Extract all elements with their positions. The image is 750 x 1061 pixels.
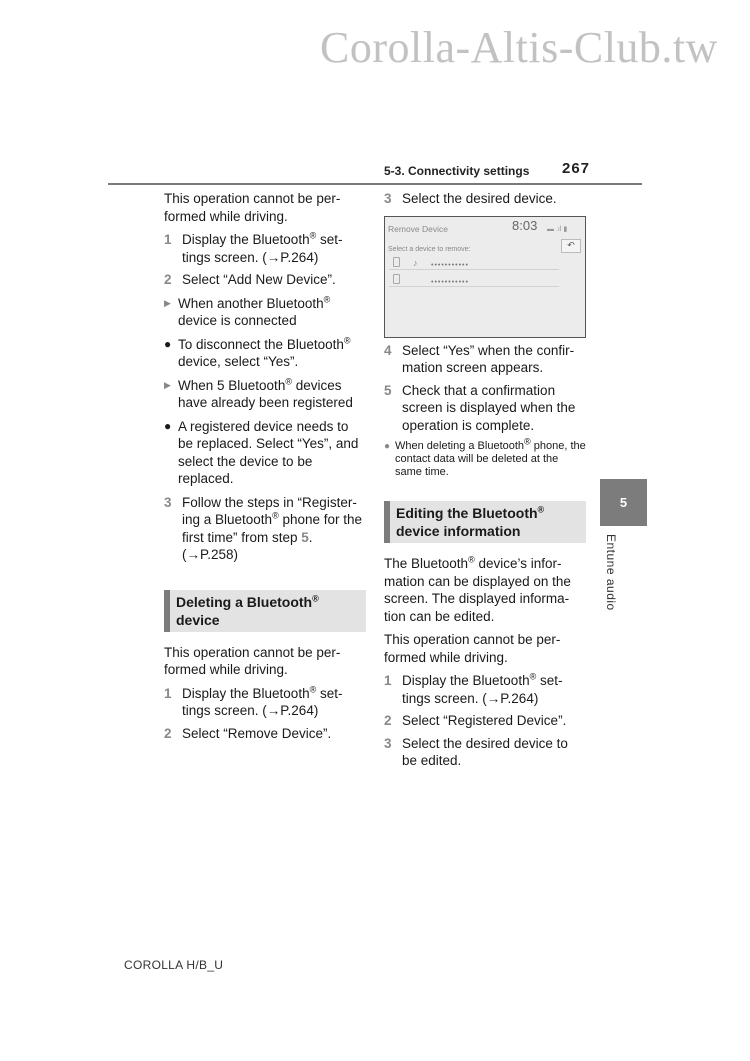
edit-driving-note: This operation cannot be per-formed while driving. [384,632,561,665]
case-text: When another Bluetooth® device is connected [178,294,331,328]
step-text: Select “Add New Device”. [182,272,336,287]
bullet-replace [164,418,366,488]
triangle-icon: ▶ [164,297,171,308]
intro-text: This operation cannot be per-formed while driving. [164,191,341,224]
remove-device-screenshot [384,216,586,338]
add-step-1 [164,231,366,266]
step-text: Check that a confirmation screen is displayed when the operation is complete. [402,382,576,433]
step-number: 2 [164,725,172,741]
case-another-device [164,295,366,330]
note-text: When deleting a Bluetooth® phone, the contact data will be deleted at the same time. [395,436,586,478]
phone-icon [393,274,400,284]
watermark: Corolla-Altis-Club.tw [320,23,718,72]
chapter-label: Entune audio [604,534,618,611]
screen-clock: 8:03 [512,217,538,233]
footer-model: COROLLA H/B_U [124,958,224,972]
step-text: Select “Yes” when the confir-mation screen appears. [402,342,575,375]
case-five-devices [164,377,366,412]
edit-intro-text: The Bluetooth® device’s infor-mation can be displayed on the screen. The displayed informa-tion can be edited. [384,554,571,624]
bullet-text: A registered device needs to be replaced. Select “Yes”, and select the device to be replaced. [178,418,359,486]
step-text: Display the Bluetooth® set-tings screen. (→P.264) [402,671,563,706]
step-number: 2 [164,272,172,287]
step-text: Select “Registered Device”. [402,713,567,728]
edit-step-2 [384,712,586,730]
step-text: Display the Bluetooth® set-tings screen. (→P.264) [182,230,343,265]
edit-step-3 [384,735,586,770]
delete-step-5 [384,382,586,435]
section-title: 5-3. Connectivity settings [384,164,530,178]
step-text: Follow the steps in “Register-ing a Bluetooth® phone for the first time” from step 5. (→P.258) [182,494,363,562]
delete-step-3 [384,190,586,208]
bullet-icon: ● [164,418,172,433]
page-number: 267 [562,160,591,177]
bullet-disconnect [164,336,366,371]
add-step-3 [164,494,366,564]
step-number: 4 [384,342,392,358]
chapter-tab: 5 [600,479,647,526]
screen-subtitle: Select a device to remove: [388,245,471,253]
step-text: Select the desired device to be edited. [402,735,568,768]
status-icons: ▬ .ıl ▮ [547,225,568,233]
device-name: ••••••••••• [431,261,469,269]
add-step-2 [164,271,366,289]
delete-step-1 [164,685,366,720]
step-text: Select “Remove Device”. [182,725,332,741]
music-icon: ♪ [413,257,418,268]
contact-data-note [384,436,586,479]
edit-step-1 [384,672,586,707]
step-number: 3 [384,735,392,751]
delete-step-4 [384,342,586,377]
step-number: 5 [384,382,392,398]
step-number: 1 [164,232,172,247]
device-row[interactable] [389,272,559,287]
case-text: When 5 Bluetooth® devices have already been registered [178,376,353,410]
back-icon[interactable]: ↶ [561,239,581,253]
bullet-icon: ● [164,336,172,351]
screen-title: Remove Device [388,223,448,234]
header-rule [108,183,642,185]
intro-text-delete: This operation cannot be per-formed while driving. [164,644,341,677]
heading-editing-device: Editing the Bluetooth® device information [384,501,586,543]
note-bullet-icon: ● [384,441,391,452]
step-text: Display the Bluetooth® set-tings screen. (→P.264) [182,684,343,718]
device-name: ••••••••••• [431,278,469,286]
step-number: 3 [164,494,172,510]
heading-deleting-device: Deleting a Bluetooth® device [164,590,366,632]
right-column [384,190,586,775]
left-column [164,190,366,747]
step-number: 3 [384,191,392,206]
step-number: 1 [164,685,172,701]
bullet-text: To disconnect the Bluetooth® device, select “Yes”. [178,335,351,369]
triangle-icon: ▶ [164,379,171,390]
device-row[interactable] [389,255,559,270]
delete-step-2 [164,725,366,743]
step-text: Select the desired device. [402,191,557,206]
step-number: 2 [384,713,392,728]
step-number: 1 [384,673,392,688]
phone-icon [393,257,400,267]
